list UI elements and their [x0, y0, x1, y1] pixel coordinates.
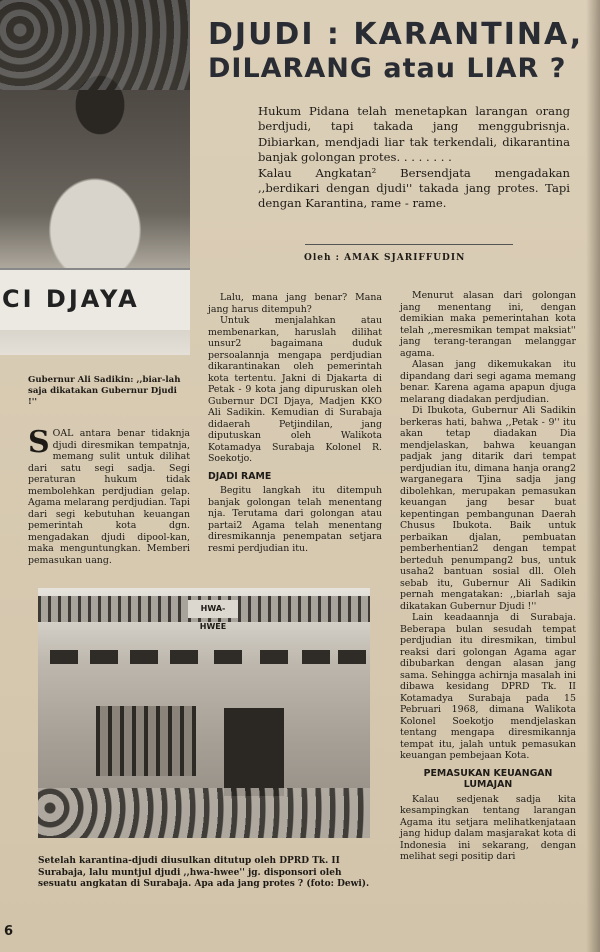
- column-3-para-5: Kalau sedjenak sadja kita kesampingkan tentang larangan Agama itu setjara melihatkenjataan jang hidup dalam masjarakat kota di Indonesia ini sekarang, dengan melihat segi positip dari: [400, 793, 576, 862]
- column-1-text: OAL antara benar tidaknja djudi diresmikan tempatnja, memang sulit untuk dilihat dari satu segi sadja. Segi peraturan hukum tidak membolehkan perdjudian gelap. Agama melarang perdjudian. Tapi dari segi kebutuhan keuangan pemerintah kota dgn. mengadakan djudi dipool-kan, maka menguntungkan. Memberi pemasukan uang.: [28, 428, 190, 566]
- column-3-para-3: Di Ibukota, Gubernur Ali Sadikin berkeras hati, bahwa ,,Petak - 9'' itu akan tetap diadakan Dia mendjelaskan, bahwa keuangan padjak jang ditarik dari tempat perdjudian itu, dimana hanja orang2 warganegara Tjina sadja jang dibolehkan, merupakan pemasukan keuangan jang besar buat kepentingan pembangunan Daerah Chusus Ibukota. Baik untuk perbaikan djalan, pembuatan pemberhentian2 dengan tempat berteduh penumpang2 bus, untuk usaha2 bantuan sosial dll. Oleh sebab itu, Gubernur Ali Sadikin pernah mengatakan: ,,biarlah saja dikatakan Gubernur Djudi !'': [400, 405, 576, 612]
- drop-cap: S: [28, 425, 50, 460]
- byline-divider: [305, 244, 513, 245]
- page-number: 6: [4, 924, 14, 939]
- column-3: [400, 290, 576, 863]
- photo-caption-bottom: Setelah karantina-djudi diusulkan ditutup oleh DPRD Tk. II Surabaja, lalu muntjul djudi ,,hwa-hwee'' jg. disponsori oleh sesuatu angkatan di Surabaja. Apa ada jang protes ? (foto: Dewi).: [38, 856, 370, 889]
- page-edge-shadow: [586, 0, 600, 952]
- column-2-para-1: Lalu, mana jang benar? Mana jang harus ditempuh?: [208, 292, 382, 315]
- building-window: [130, 650, 158, 664]
- building-window: [214, 650, 242, 664]
- street-crowd: [38, 788, 370, 838]
- photo-caption-top: Gubernur Ali Sadikin: ,,biar-lah saja dikatakan Gubernur Djudi !'': [28, 375, 181, 407]
- column-2: [208, 292, 382, 554]
- byline: Oleh : AMAK SJARIFFUDIN: [304, 253, 466, 263]
- title-line-2: DILARANG atau LIAR ?: [208, 53, 567, 84]
- governor-photo: [0, 0, 190, 355]
- lead-text-2: Kalau Angkatan² Bersendjata mengadakan ,,berdikari dengan djudi'' takada jang protes. Tapi dengan Karantina, rame - rame.: [258, 165, 570, 211]
- article-title: [208, 18, 588, 86]
- building-door: [224, 708, 284, 796]
- street-photo: [38, 588, 370, 838]
- column-3-para-2: Alasan jang dikemukakan itu dipandang dari segi agama memang benar. Karena agama apapun djuga melarang diadakan perdjudian.: [400, 359, 576, 405]
- street-photo-sign: HWA-HWEE: [188, 600, 238, 618]
- lead-paragraph: [258, 104, 570, 212]
- column-3-para-1: Menurut alasan dari golongan jang menentang ini, dengan demikian maka pemerintahan kota telah ,,meresmikan tempat maksiat'' jang terang-terangan melanggar agama.: [400, 290, 576, 359]
- building-window: [90, 650, 118, 664]
- subheading-djadi-rame: DJADI RAME: [208, 470, 272, 482]
- column-2-para-3: Begitu langkah itu ditempuh banjak golongan telah menentang nja. Terutama dari golongan atau partai2 Agama telah menentang diresmikannja penempatan setjara resmi perdjudian itu.: [208, 485, 382, 554]
- column-3-para-4: Lain keadaannja di Surabaja. Beberapa bulan sesudah tempat perdjudian itu diresmikan, timbul reaksi dari golongan Agama agar dibubarkan dengan alasan jang sama. Sehingga achirnja masalah ini dibawa kesidang DPRD Tk. II Kotamadya Surabaja pada 15 Pebruari 1968, dimana Walikota Kolonel Soekotjo mendjelaskan tentang mengapa diresmikannja tempat itu, jalah untuk pemasukan keuangan pembejaan Kota.: [400, 612, 576, 761]
- photo-sign-text: CI DJAYA: [2, 285, 140, 313]
- building-window: [302, 650, 330, 664]
- building-window: [338, 650, 366, 664]
- title-line-1: DJUDI : KARANTINA,: [208, 17, 584, 52]
- building-window: [260, 650, 288, 664]
- crowd-background: [0, 0, 190, 90]
- building-window: [170, 650, 198, 664]
- lead-text-1: Hukum Pidana telah menetapkan larangan orang berdjudi, tapi takada jang menggubrisnja. Dibiarkan, mendjadi liar tak terkendali, dikarantina banjak golongan protes. . . . . . . .: [258, 104, 570, 165]
- column-1: [28, 425, 190, 566]
- building-window: [50, 650, 78, 664]
- subheading-pemasukan: PEMASUKAN KEUANGAN LUMAJAN: [423, 767, 553, 790]
- column-2-para-2: Untuk menjalahkan atau membenarkan, haruslah dilihat unsur2 bagaimana duduk persoalannja mengapa perdjudian dikarantinakan oleh pemerintah kota tertentu. Jakni di Djakarta di Petak - 9 kota jang dipuruskan oleh Gubernur DCI Djaya, Madjen KKO Ali Sadikin. Kemudian di Surabaja didaerah Petjindilan, jang diputuskan oleh Walikota Kotamadya Surabaja Kolonel R. Soekotjo.: [208, 315, 382, 464]
- building-hall: [96, 706, 196, 776]
